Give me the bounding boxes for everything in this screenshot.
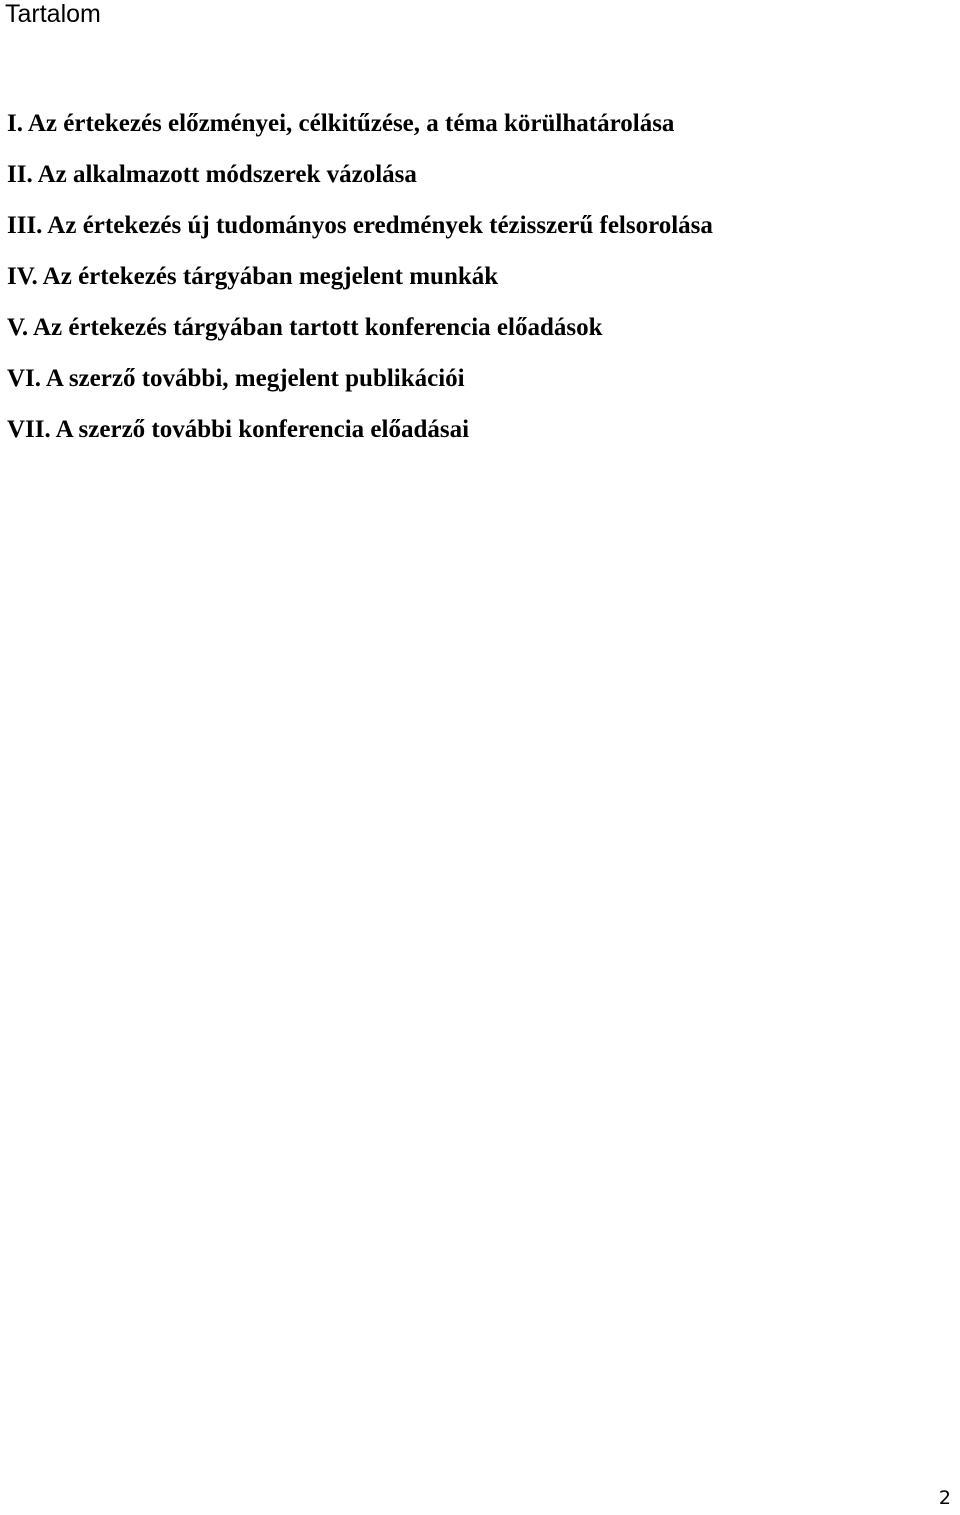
toc-list bbox=[7, 98, 713, 455]
toc-title: Tartalom bbox=[5, 0, 101, 28]
toc-item: IV. Az értekezés tárgyában megjelent munkák bbox=[7, 263, 499, 290]
toc-item: VI. A szerző további, megjelent publikációi bbox=[7, 365, 465, 392]
toc-item: I. Az értekezés előzményei, célkitűzése, a téma körülhatárolása bbox=[7, 110, 675, 137]
toc-item: V. Az értekezés tárgyában tartott konferencia előadások bbox=[7, 314, 603, 341]
toc-item: III. Az értekezés új tudományos eredmények tézisszerű felsorolása bbox=[7, 212, 713, 239]
toc-item: II. Az alkalmazott módszerek vázolása bbox=[7, 161, 417, 188]
toc-item: VII. A szerző további konferencia előadásai bbox=[7, 416, 470, 443]
page-number: 2 bbox=[938, 1487, 951, 1509]
